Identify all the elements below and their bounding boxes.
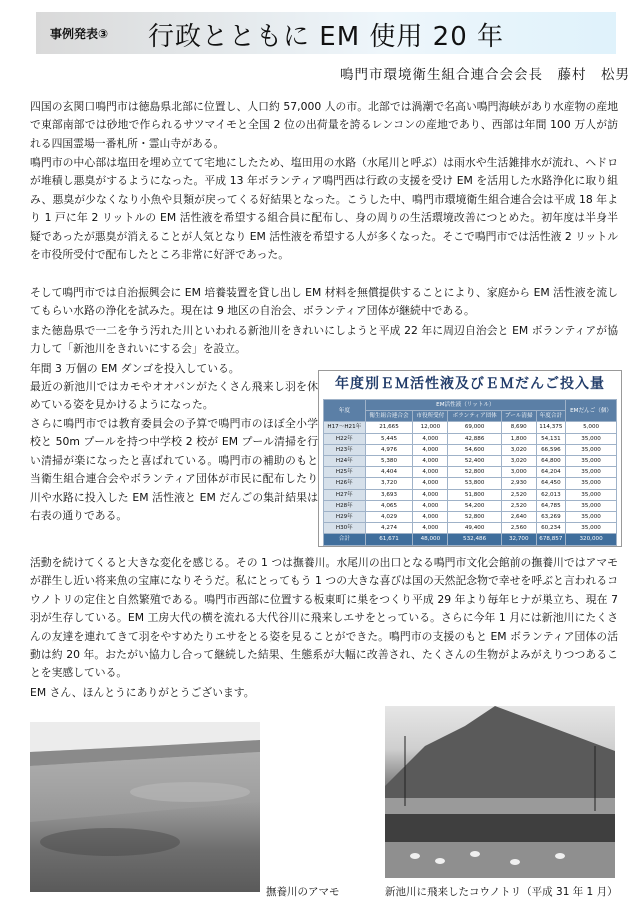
table-cell: 3,693 bbox=[365, 489, 413, 500]
table-cell: 4,000 bbox=[413, 512, 448, 523]
title-banner bbox=[36, 12, 616, 54]
table-cell: 64,785 bbox=[536, 500, 566, 511]
table-cell: 61,671 bbox=[365, 534, 413, 545]
table-cell: 69,000 bbox=[448, 422, 502, 433]
table-cell-year: H25年 bbox=[324, 467, 366, 478]
paragraph-dango: 年間 3 万個の EM ダンゴを投入している。 bbox=[30, 362, 240, 375]
table-cell: 52,800 bbox=[448, 467, 502, 478]
table-cell: 8,690 bbox=[501, 422, 536, 433]
table-header-volunteer: ボランティア団体 bbox=[448, 411, 502, 422]
table-cell: 54,200 bbox=[448, 500, 502, 511]
table-cell: 320,000 bbox=[566, 534, 617, 545]
paragraph-culture-device: そして鳴門市では自治振興会に EM 培養装置を貸し出し EM 材料を無償提供することにより、家庭から EM 活性液を流してもらい水路の浄化を試みた。現在は 9 地区の自治会、ボランティア団体が継続中である。 bbox=[30, 286, 618, 318]
table-header-dango: EMだんご（個） bbox=[566, 400, 617, 422]
paragraph-waterway: 鳴門市の中心部は塩田を埋め立てて宅地にしたため、塩田用の水路（水尾川と呼ぶ）は雨水や生活雑排水が流れ、ヘドロが堆積し悪臭がするようになった。平成 13 年ボランティア鳴門西は行政の支援を受け EM を活用した水路浄化に取り組み、悪臭が少なくなり小魚や貝類が戻ってくる好結果となった。こうした中、鳴門市環境衛生組合連合会は平成 18 年より 1 戸に年 2 リットルの EM 活性液を希望する組合員に配布し、身の周りの生活環境改善につとめた。初年度は半身半疑であったが悪臭が消えることが人気となり EM 活性液を希望する人が多くなった。そこで鳴門市では活性液 2 リットルを市役所受付で配布したところ非常に好評であった。 bbox=[30, 156, 618, 262]
caption-left-photo: 撫養川のアマモ bbox=[266, 886, 340, 898]
photo-shinike-river-storks bbox=[385, 706, 615, 878]
table-cell: 4,000 bbox=[413, 433, 448, 444]
table-row bbox=[324, 489, 617, 500]
table-row bbox=[324, 444, 617, 455]
table-group-header: EM活性液（リットル） bbox=[365, 400, 565, 411]
em-usage-table-panel bbox=[318, 370, 622, 547]
section-tag: 事例発表③ bbox=[50, 27, 109, 41]
photo-muya-river-eelgrass bbox=[30, 722, 260, 892]
table-total-row bbox=[324, 534, 617, 545]
table-cell: 49,400 bbox=[448, 523, 502, 534]
table-cell-year: H22年 bbox=[324, 433, 366, 444]
table-cell: 64,450 bbox=[536, 478, 566, 489]
table-cell-year: H24年 bbox=[324, 456, 366, 467]
table-cell-year: 合計 bbox=[324, 534, 366, 545]
table-header-year-total: 年度合計 bbox=[536, 411, 566, 422]
table-cell: 35,000 bbox=[566, 512, 617, 523]
table-cell: 3,020 bbox=[501, 456, 536, 467]
page-title: 行政とともに EM 使用 20 年 bbox=[148, 22, 505, 52]
paragraph-birds: 最近の新池川ではカモやオオバンがたくさん飛来し羽を休めている姿を見かけるようになった。 bbox=[30, 380, 318, 412]
table-cell: 2,640 bbox=[501, 512, 536, 523]
table-cell: 5,445 bbox=[365, 433, 413, 444]
table-cell: 2,520 bbox=[501, 489, 536, 500]
table-cell: 4,000 bbox=[413, 467, 448, 478]
river-photo-drawing bbox=[30, 722, 260, 892]
table-cell: 52,400 bbox=[448, 456, 502, 467]
table-cell: 2,930 bbox=[501, 478, 536, 489]
table-header-city-office: 市役所受付 bbox=[413, 411, 448, 422]
table-body bbox=[324, 422, 617, 545]
table-cell: 42,886 bbox=[448, 433, 502, 444]
table-cell: 35,000 bbox=[566, 467, 617, 478]
table-cell: 4,029 bbox=[365, 512, 413, 523]
table-cell: 32,700 bbox=[501, 534, 536, 545]
table-cell: 4,976 bbox=[365, 444, 413, 455]
table-row bbox=[324, 456, 617, 467]
table-title: 年度別ＥＭ活性液及びＥＭだんご投入量 bbox=[335, 376, 605, 392]
table-cell: 2,520 bbox=[501, 500, 536, 511]
table-cell: 4,000 bbox=[413, 500, 448, 511]
table-cell: 4,000 bbox=[413, 523, 448, 534]
table-cell: 3,020 bbox=[501, 444, 536, 455]
table-cell: 35,000 bbox=[566, 456, 617, 467]
table-cell: 4,000 bbox=[413, 456, 448, 467]
table-cell: 48,000 bbox=[413, 534, 448, 545]
caption-right-photo: 新池川に飛来したコウノトリ（平成 31 年 1 月） bbox=[385, 886, 618, 898]
table-cell-year: H17～H21年 bbox=[324, 422, 366, 433]
table-cell: 3,720 bbox=[365, 478, 413, 489]
table-cell: 114,375 bbox=[536, 422, 566, 433]
table-cell: 35,000 bbox=[566, 433, 617, 444]
table-cell: 35,000 bbox=[566, 500, 617, 511]
table-cell: 4,065 bbox=[365, 500, 413, 511]
table-cell: 5,380 bbox=[365, 456, 413, 467]
table-cell: 678,857 bbox=[536, 534, 566, 545]
table-row bbox=[324, 512, 617, 523]
stork-photo-drawing bbox=[385, 706, 615, 878]
table-cell: 4,000 bbox=[413, 489, 448, 500]
table-cell-year: H27年 bbox=[324, 489, 366, 500]
table-cell: 1,800 bbox=[501, 433, 536, 444]
table-cell: 35,000 bbox=[566, 523, 617, 534]
table-cell: 21,665 bbox=[365, 422, 413, 433]
table-cell: 4,404 bbox=[365, 467, 413, 478]
author-line: 鳴門市環境衛生組合連合会会長 藤村 松男 bbox=[340, 67, 630, 83]
table-cell: 3,000 bbox=[501, 467, 536, 478]
table-cell: 53,800 bbox=[448, 478, 502, 489]
table-cell: 35,000 bbox=[566, 489, 617, 500]
table-cell: 60,234 bbox=[536, 523, 566, 534]
table-row bbox=[324, 478, 617, 489]
table-header-year: 年度 bbox=[324, 400, 366, 422]
table-cell: 52,800 bbox=[448, 512, 502, 523]
table-cell: 5,000 bbox=[566, 422, 617, 433]
table-header-pool: プール清掃 bbox=[501, 411, 536, 422]
paragraph-thanks: EM さん、ほんとうにありがとうございます。 bbox=[30, 686, 255, 699]
paragraph-pool-cleaning: さらに鳴門市では教育委員会の予算で鳴門市のほぼ全小学校と 50m プールを持つ中学校 2 校が EM プール清掃を行い清掃が楽になったと喜ばれている。鳴門市の補助のもと当衛生組合連合会やボランティア団体が市民に配布したり川や水路に投入した EM 活性液と EM だんごの集計結果は右表の通りである。 bbox=[30, 417, 318, 523]
table-cell: 12,000 bbox=[413, 422, 448, 433]
table-row bbox=[324, 500, 617, 511]
table-cell: 51,800 bbox=[448, 489, 502, 500]
paragraph-intro: 四国の玄関口鳴門市は徳島県北部に位置し、人口約 57,000 人の市。北部では渦潮で名高い鳴門海峡があり水産物の産地で東部南部では砂地で作られるサツマイモと全国 2 位の出荷量を誇るレンコンの産地であり、西部は年間 100 万人が訪れる四国霊場一番札所・霊山寺がある。 bbox=[30, 100, 618, 150]
em-usage-table bbox=[323, 399, 617, 546]
table-cell: 2,560 bbox=[501, 523, 536, 534]
table-cell: 62,013 bbox=[536, 489, 566, 500]
table-cell: 64,800 bbox=[536, 456, 566, 467]
table-cell: 4,274 bbox=[365, 523, 413, 534]
table-row bbox=[324, 523, 617, 534]
table-cell: 64,204 bbox=[536, 467, 566, 478]
table-cell: 35,000 bbox=[566, 444, 617, 455]
table-cell: 66,596 bbox=[536, 444, 566, 455]
table-cell: 54,600 bbox=[448, 444, 502, 455]
table-cell-year: H30年 bbox=[324, 523, 366, 534]
table-cell-year: H26年 bbox=[324, 478, 366, 489]
table-header-association: 衛生組合連合会 bbox=[365, 411, 413, 422]
table-cell: 4,000 bbox=[413, 478, 448, 489]
table-cell-year: H29年 bbox=[324, 512, 366, 523]
table-cell: 4,000 bbox=[413, 444, 448, 455]
table-row bbox=[324, 433, 617, 444]
table-cell: 35,000 bbox=[566, 478, 617, 489]
table-row bbox=[324, 422, 617, 433]
table-cell: 54,131 bbox=[536, 433, 566, 444]
table-cell: 63,269 bbox=[536, 512, 566, 523]
paragraph-shinike-river: また徳島県で一二を争う汚れた川といわれる新池川をきれいにしようと平成 22 年に周辺自治会と EM ボランティアが協力して「新池川をきれいにする会」を設立。 bbox=[30, 324, 618, 356]
paragraph-changes: 活動を続けてくると大きな変化を感じる。その 1 つは撫養川。水尾川の出口となる鳴門市文化会館前の撫養川ではアマモが群生し近い将来魚の宝庫になりそうだ。私にとってもう 1 つの大きな喜びは国の天然記念物で幸せを呼ぶと言われるコウノトリの定住と自然繁殖である。鳴門市西部に位置する板東町に巣をつくり平成 29 年より毎年ヒナが巣立ち、現在 7 羽が生存している。EM 工房大代の横を流れる大代谷川に飛来しエサをとっている。さらに今年 1 月には新池川にたくさんの友達を連れてきて羽をやすめたりエサをとる姿を見ることができた。鳴門市の支援のもと EM ボランティア団体の活動は約 20 年。おたがい協力し合って継続した結果、生態系が大幅に改善され、たくさんの生物がよみがえりつつあることを実感している。 bbox=[30, 556, 618, 680]
table-cell: 532,486 bbox=[448, 534, 502, 545]
table-cell-year: H23年 bbox=[324, 444, 366, 455]
table-cell-year: H28年 bbox=[324, 500, 366, 511]
table-row bbox=[324, 467, 617, 478]
